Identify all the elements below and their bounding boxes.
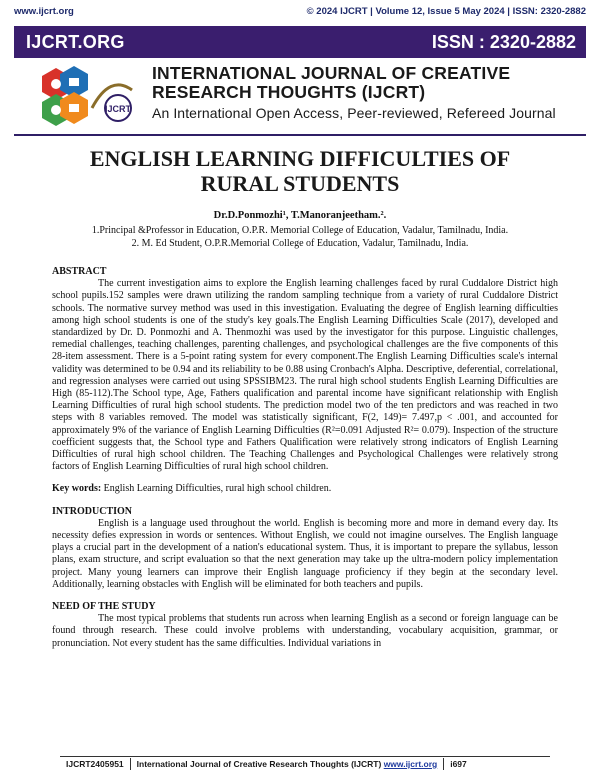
footer-link[interactable]: www.ijcrt.org (383, 759, 438, 769)
keywords-label: Key words: (52, 483, 102, 495)
affiliations (0, 224, 600, 250)
footer-journal-name: International Journal of Creative Research Thoughts (IJCRT) (136, 759, 382, 769)
footer-id: IJCRT2405951 (60, 758, 131, 770)
abstract-heading: ABSTRACT (52, 266, 107, 277)
footer-journal (131, 758, 445, 770)
logo-text: IJCRT (104, 104, 132, 114)
paper-title (0, 146, 600, 196)
paper-title-line1: ENGLISH LEARNING DIFFICULTIES OF (89, 146, 511, 171)
ijcrt-logo-icon (36, 64, 136, 126)
page-footer (60, 756, 550, 771)
header-divider (14, 134, 586, 136)
header-meta: © 2024 IJCRT | Volume 12, Issue 5 May 2024 | ISSN: 2320-2882 (306, 5, 586, 17)
masthead (14, 62, 586, 128)
affiliation-2: 2. M. Ed Student, O.P.R.Memorial College of Education, Vadalur, Tamilnadu, India. (131, 238, 469, 249)
header-url[interactable]: www.ijcrt.org (14, 5, 74, 17)
paper-body (52, 266, 558, 650)
keywords (52, 483, 558, 495)
banner-issn: ISSN : 2320-2882 (431, 31, 576, 52)
paper-authors: Dr.D.Ponmozhi¹, T.Manoranjeetham.². (213, 210, 387, 221)
journal-banner (14, 26, 586, 58)
introduction-text: English is a language used throughout the world. English is becoming more and more in demand every day. Its necessity defies expression in words or sentences. Without English, we could not imagine ourselves. The English language plays a crucial part in the development of a nation's educational system. Thus, it is important to prepare the syllabus, lesson plans, exam structure, and script evaluation so that the next generation may take up the ultra-modern policy implementation project. Many young learners can improve their English language proficiency if they begin at the secondary level. Additionally, learning obstacles with English will be eliminated for both teachers and pupils. (52, 517, 558, 590)
paper-title-line2: RURAL STUDENTS (200, 171, 400, 196)
journal-subtitle: An International Open Access, Peer-reviewed, Refereed Journal (152, 105, 556, 121)
introduction-heading: INTRODUCTION (52, 505, 133, 517)
journal-title (152, 64, 510, 102)
journal-title-line2: RESEARCH THOUGHTS (IJCRT) (152, 82, 426, 102)
need-heading: NEED OF THE STUDY (52, 601, 156, 613)
need-text: The most typical problems that students run across when learning English as a second or foreign language can be found through research. These could involve problems with understanding, vocabulary acquisition, grammar, or pronunciation. Not every student has the same difficulties. Individual variations in (52, 613, 558, 649)
affiliation-1: 1.Principal &Professor in Education, O.P.R. Memorial College of Education, Vadalur, Tamilnadu, India. (91, 225, 509, 236)
journal-title-line1: INTERNATIONAL JOURNAL OF CREATIVE (152, 63, 511, 83)
abstract-text: The current investigation aims to explore the English learning challenges faced by rural Cuddalore District high school pupils.152 samples were drawn utilizing the random sampling technique from a variety of rural Cuddalore District schools. The normative survey method was used in this investigation. Evaluating the degree of English learning difficulties among high school students is one of the study's key goals.The English Learning Difficulties Scale (2017), developed and standardized by Dr. D. Ponmozhi and A. Thenmozhi was used by the investigator for this purpose. Linguistic challenges, remedial challenges, teaching challenges, parenting challenges, and psychological challenges are the five components of this 28-item assessment. There is a 5-point rating system for every component.The English Learning Difficulties scale's internal validity was determined to be 0.94 and its reliability to be 0.88 using Cronbach's Alpha. Descriptive, deferential, correlational, and regression analyses were carried out using SPSSIBM23. The rural high school students English Learning Difficulties are High (85-112).The School type, Age, Fathers qualification and parental income have significant relationship with English Learning Difficulties of rural high school students. The prediction model two of the ten predictors and was reached in two steps with 8 variables removed. The model was statistically significant, F(2, 149)= 7.497,p < .001, and accounted for approximately 9% of the variance of English Learning Difficulties (R²=0.091 Adjusted R²= 0.079). Inspection of the structure coefficient suggests that, the School type and Fathers Qualification were relatively strong indicators of English Learning Difficulties of rural high school children. The Teaching Challenges and Psychological Challenges were relatively strong factors of English Learning Difficulties of rural high school children. (52, 278, 558, 473)
page-header (0, 0, 600, 22)
keywords-text: English Learning Difficulties, rural high school children. (101, 483, 332, 495)
footer-page: i697 (450, 759, 467, 769)
banner-brand: IJCRT.ORG (26, 31, 125, 52)
